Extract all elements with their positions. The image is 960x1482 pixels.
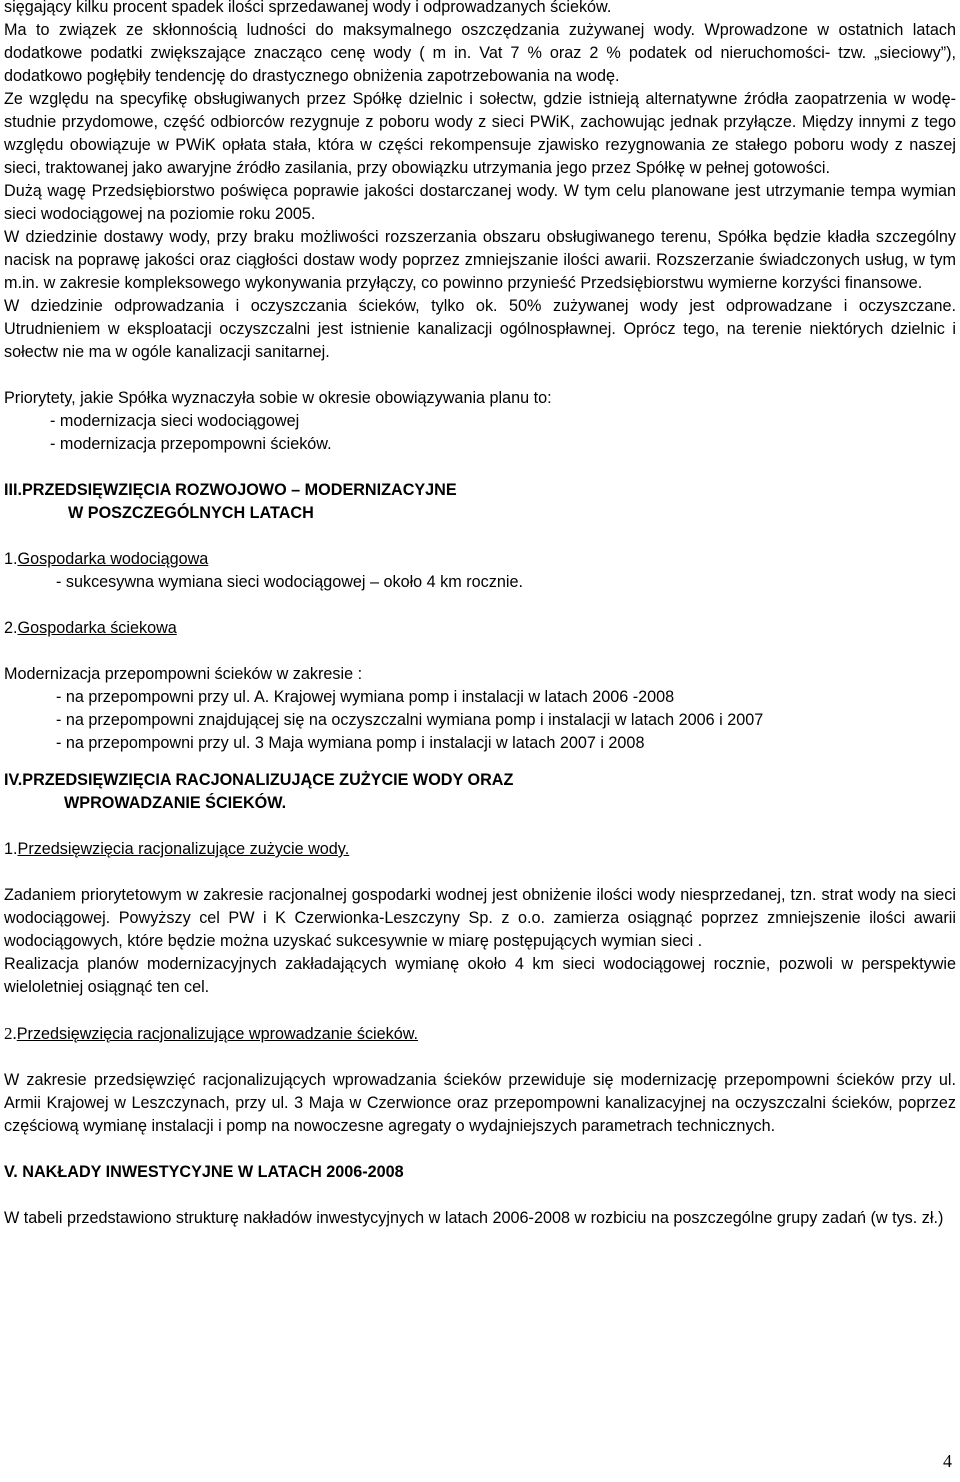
subsection-number: 1. — [4, 840, 18, 858]
subsection-sewage-input-title: Przedsięwzięcia racjonalizujące wprowadzanie ścieków. — [16, 1025, 419, 1043]
document-page — [4, 0, 956, 1230]
page-number: 4 — [943, 1451, 952, 1471]
para-quality: Dużą wagę Przedsiębiorstwo poświęca poprawie jakości dostarczanej wody. W tym celu planowane jest utrzymanie tempa wymian sieci wodociągowej na poziomie roku 2005. — [4, 182, 956, 223]
sewage-item: - na przepompowni przy ul. A. Krajowej wymiana pomp i instalacji w latach 2006 -2008 — [56, 688, 675, 706]
para-sewage: W dziedzinie odprowadzania i oczyszczania ścieków, tylko ok. 50% zużywanej wody jest odprowadzane i oczyszczane. Utrudnieniem w eksploatacji oczyszczalni jest istnienie kanalizacji ogólnospławnej. Oprócz tego, na terenie niektórych dzielnic i sołectw nie ma w ogóle kanalizacji sanitarnej. — [4, 297, 956, 361]
section3-heading — [4, 479, 956, 525]
para-investment-table-intro: W tabeli przedstawiono strukturę nakładów inwestycyjnych w latach 2006-2008 w rozbiciu na poszczególne grupy zadań (w tys. zł.) — [4, 1209, 944, 1227]
para-water-taxes: Ma to związek ze skłonnością ludności do maksymalnego oszczędzania zużywanej wody. Wprowadzone w ostatnich latach dodatkowe podatki zwiększające znacząco cenę wody ( m in. Vat 7 % oraz 2 % podatek od nieruchomości- tzw. „sieciowy”), dodatkowo pogłębiły tendencję do drastycznego obniżenia zapotrzebowania na wodę. — [4, 21, 956, 85]
para-specifics: Ze względu na specyfikę obsługiwanych przez Spółkę dzielnic i sołectw, gdzie istnieją alternatywne źródła zaopatrzenia w wodę- studnie przydomowe, część odbiorców rezygnuje z poboru wody z sieci PWiK, zachowując jednak przyłącze. Między innymi z tego względu obowiązuje w PWiK opłata stała, która w części rekompensuje zjawisko rezygnowania ze stałego poboru wody z naszej sieci, traktowanej jako awaryjne źródło zasilania, przy obowiązku utrzymania jego przez Spółkę w pełnej gotowości. — [4, 90, 956, 177]
subsection-water-title: Gospodarka wodociągowa — [17, 550, 209, 568]
section4-title-line2: WPROWADZANIE ŚCIEKÓW. — [64, 794, 287, 812]
section4-title-line1: IV.PRZEDSIĘWZIĘCIA RACJONALIZUJĄCE ZUŻYCIE WODY ORAZ — [4, 771, 514, 789]
subsection-sewage-heading — [4, 617, 956, 640]
para-supply: W dziedzinie dostawy wody, przy braku możliwości rozszerzania obszaru obsługiwanego terenu, Spółka będzie kładła szczególny nacisk na poprawę jakości oraz ciągłości dostaw wody poprzez zmniejszanie ilości awarii. Rozszerzanie świadczonych usług, w tym m.in. w zakresie kompleksowego wykonywania przyłączy, co powinno przynieść Przedsiębiorstwu wymierne korzyści finansowe. — [4, 228, 956, 292]
para-modernization-plans: Realizacja planów modernizacyjnych zakładających wymianę około 4 km sieci wodociągowej rocznie, pozwoli w perspektywie wieloletniej osiągnąć ten cel. — [4, 955, 956, 996]
para-sewage-measures: W zakresie przedsięwzięć racjonalizujących wprowadzania ścieków przewiduje się modernizację przepompowni ścieków przy ul. Armii Krajowej w Leszczynach, przy ul. 3 Maja w Czerwionce oraz przepompowni kanalizacyjnej na oczyszczalni ścieków, poprzez częściową wymianę instalacji i pomp na nowoczesne agregaty o wydajniejszych parametrach technicznych. — [4, 1071, 956, 1135]
priorities-intro: Priorytety, jakie Spółka wyznaczyła sobie w okresie obowiązywania planu to: — [4, 389, 552, 407]
priority-item: - modernizacja sieci wodociągowej — [50, 412, 300, 430]
subsection-number: 2. — [4, 619, 18, 637]
subsection-water-heading — [4, 548, 956, 571]
section3-title-line2: W POSZCZEGÓLNYCH LATACH — [68, 504, 314, 522]
subsection-number: 1. — [4, 550, 18, 568]
sewage-item: - na przepompowni przy ul. 3 Maja wymiana pomp i instalacji w latach 2007 i 2008 — [56, 734, 645, 752]
sewage-item: - na przepompowni znajdującej się na oczyszczalni wymiana pomp i instalacji w latach 2006 i 2007 — [56, 711, 764, 729]
sewage-intro: Modernizacja przepompowni ścieków w zakresie : — [4, 665, 363, 683]
para-priority-task: Zadaniem priorytetowym w zakresie racjonalnej gospodarki wodnej jest obniżenie ilości wody niesprzedanej, tzn. strat wody na sieci wodociągowej. Powyższy cel PW i K Czerwionka-Leszczyny Sp. z o.o. zamierza osiągnąć poprzez zmniejszenie ilości awarii wodociągowych, które będzie można uzyskać sukcesywnie w miarę postępujących wymian sieci . — [4, 886, 956, 950]
section5-heading: V. NAKŁADY INWESTYCYJNE W LATACH 2006-2008 — [4, 1163, 404, 1181]
subsection-sewage-input-heading — [4, 1022, 956, 1046]
section4-heading — [4, 769, 956, 815]
section3-title-line1: III.PRZEDSIĘWZIĘCIA ROZWOJOWO – MODERNIZACYJNE — [4, 481, 457, 499]
subsection-number: 2. — [4, 1024, 17, 1043]
water-item: - sukcesywna wymiana sieci wodociągowej – około 4 km rocznie. — [56, 573, 523, 591]
priority-item: - modernizacja przepompowni ścieków. — [50, 435, 332, 453]
subsection-water-use-heading — [4, 838, 956, 861]
subsection-sewage-title: Gospodarka ściekowa — [17, 619, 177, 637]
subsection-water-use-title: Przedsięwzięcia racjonalizujące zużycie wody. — [17, 840, 350, 858]
para-line-1: sięgający kilku procent spadek ilości sprzedawanej wody i odprowadzanych ścieków. — [4, 0, 612, 16]
